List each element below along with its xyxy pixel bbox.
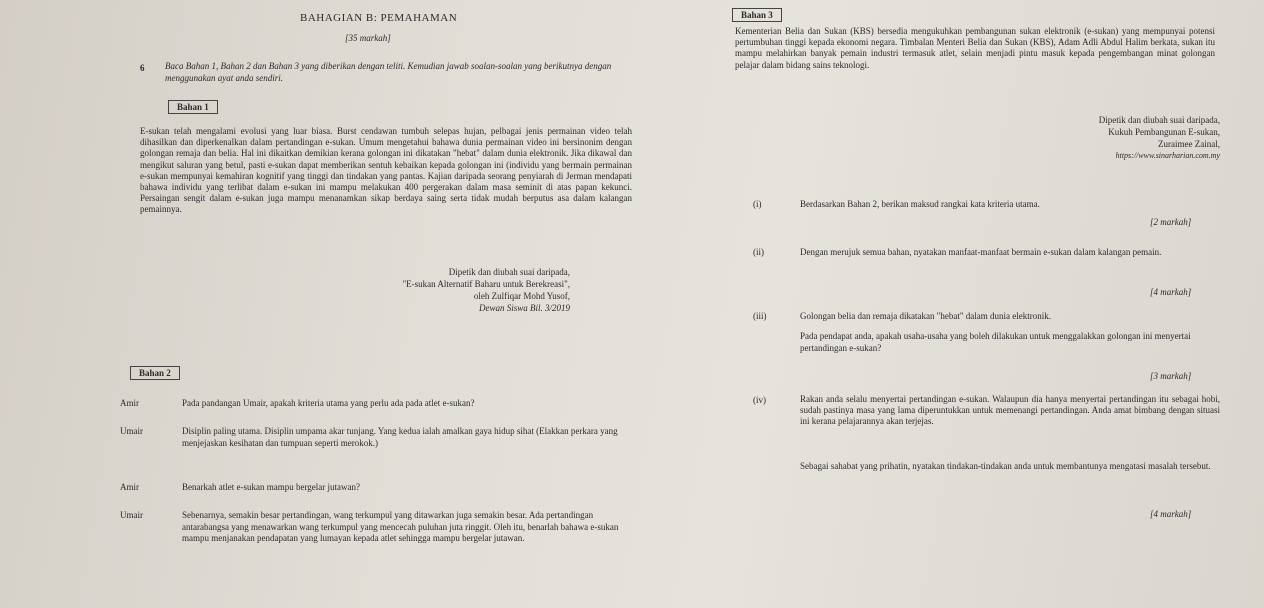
question-iii-text: Golongan belia dan remaja dikatakan "hebat" dalam dunia elektronik. [800, 311, 1052, 321]
bahan1-text: E-sukan telah mengalami evolusi yang luar biasa. Burst cendawan tumbuh selepas hujan, pelbagai jenis permainan video telah dihasilkan dan diperkenalkan dalam pertandingan e-sukan. Umum mengetahui bahawa dunia permainan video ini bersinonim dengan golongan remaja dan belia. Hal ini dikaitkan demikian kerana golongan ini dikatakan "hebat" dalam dunia elektronik. Jika dikawal dan mengikut saluran yang betul, pasti e-sukan dapat memberikan sentuh kebaikan kepada golongan ini (individu yang bermain permainan e-sukan mempunyai kemahiran kognitif yang tinggi dan tindakan yang pantas. Kajian daripada seorang penyiarah di Jerman mendapati bahawa individu yang terlibat dalam e-sukan ini mampu melakukan 400 pergerakan dalam masa seminit di atas papan kekunci. Persaingan sengit dalam e-sukan juga mampu menanamkan sikap berdaya saing serta tidak mudah berputus asa dalam kalangan pemainnya. [140, 126, 632, 215]
question-i-text: Berdasarkan Bahan 2, berikan maksud rangkai kata kriteria utama. [800, 199, 1040, 209]
source-url: https://www.sinarharian.com.my [1115, 151, 1220, 160]
source-publication: Dewan Siswa Bil. 3/2019 [478, 303, 570, 313]
question-iii-number: (iii) [753, 311, 767, 321]
question-ii-text: Dengan merujuk semua bahan, nyatakan manfaat-manfaat bermain e-sukan dalam kalangan pemain. [800, 247, 1162, 257]
bahan2-label: Bahan 2 [130, 366, 180, 380]
bahan3-label: Bahan 3 [732, 8, 782, 22]
question-iv-text: Rakan anda selalu menyertai pertandingan e-sukan. Walaupun dia hanya menyertai pertandingan itu sebagai hobi, sudah pastinya masa yang lama diperuntukkan untuk memenangi pertandingan. Anda amat bimbang dengan situasi ini kerana pelajarannya akan terjejas. [800, 394, 1220, 427]
question-iii-marks: [3 markah] [1150, 371, 1192, 381]
dialogue-line [120, 398, 630, 410]
source-author: oleh Zulfiqar Mohd Yusof, [473, 291, 570, 301]
dialogue-line [120, 426, 630, 449]
dialogue-text: Sebenarnya, semakin besar pertandingan, wang terkumpul yang ditawarkan juga semakin besar. Ada pertandingan antarabangsa yang menawarkan wang terkumpul yang mencecah puluhan juta ringgit. Oleh itu, benarlah bahawa e-sukan mampu menjanakan pendapatan yang lumayan kepada atlet sehingga mampu bergelar jutawan. [182, 510, 619, 543]
source-author: Zuraimee Zainal, [1158, 139, 1220, 149]
question-ii-number: (ii) [753, 247, 764, 257]
dialogue-text: Pada pandangan Umair, apakah kriteria utama yang perlu ada pada atlet e-sukan? [182, 398, 475, 408]
source-title: Kukuh Pembangunan E-sukan, [1108, 127, 1220, 137]
bahan1-source [250, 266, 570, 314]
dialogue-line [120, 510, 630, 545]
bahan1-label: Bahan 1 [168, 100, 218, 114]
source-title: "E-sukan Alternatif Baharu untuk Berekreasi", [402, 279, 570, 289]
question-iii-subtext: Pada pendapat anda, apakah usaha-usaha yang boleh dilakukan untuk menggalakkan golongan ini menyertai pertandingan e-sukan? [800, 331, 1191, 353]
section-marks: [35 markah] [345, 33, 391, 43]
question-i-marks: [2 markah] [1150, 217, 1192, 227]
bahan3-source [960, 114, 1220, 161]
bahan3-text: Kementerian Belia dan Sukan (KBS) bersedia mengukuhkan pembangunan sukan elektronik (e-sukan) yang mempunyai potensi pertumbuhan tinggi kepada ekonomi negara. Timbalan Menteri Belia dan Sukan (KBS), Adam Adli Abdul Halim berkata, sukan itu mampu melahirkan banyak pemain industri termasuk atlet, selain menjadi pintu masuk kepada pengembangan minat golongan pelajar dalam bidang sains teknologi. [735, 26, 1215, 70]
source-intro: Dipetik dan diubah suai daripada, [1098, 115, 1220, 125]
section-title: BAHAGIAN B: PEMAHAMAN [300, 12, 458, 24]
question-iv-marks: [4 markah] [1150, 509, 1192, 519]
dialogue-line [120, 482, 630, 494]
instruction-text: Baca Bahan 1, Bahan 2 dan Bahan 3 yang diberikan dengan teliti. Kemudian jawab soalan-soalan yang berikutnya dengan menggunakan ayat anda sendiri. [165, 61, 612, 83]
speaker: Amir [120, 398, 139, 408]
question-iv-number: (iv) [753, 395, 766, 405]
dialogue-text: Benarkah atlet e-sukan mampu bergelar jutawan? [182, 482, 361, 492]
dialogue-text: Disiplin paling utama. Disiplin umpama akar tunjang. Yang kedua ialah amalkan gaya hidup sihat (Elakkan perkara yang menjejaskan kesihatan dan tumpuan seperti merokok.) [182, 426, 618, 448]
speaker: Umair [120, 426, 143, 436]
speaker: Amir [120, 482, 139, 492]
question-iv-subtext: Sebagai sahabat yang prihatin, nyatakan tindakan-tindakan anda untuk membantunya mengatasi masalah tersebut. [800, 461, 1211, 471]
question-ii-marks: [4 markah] [1150, 287, 1192, 297]
question-number: 6 [140, 63, 145, 73]
question-i-number: (i) [753, 199, 762, 209]
source-intro: Dipetik dan diubah suai daripada, [448, 267, 570, 277]
speaker: Umair [120, 510, 143, 520]
